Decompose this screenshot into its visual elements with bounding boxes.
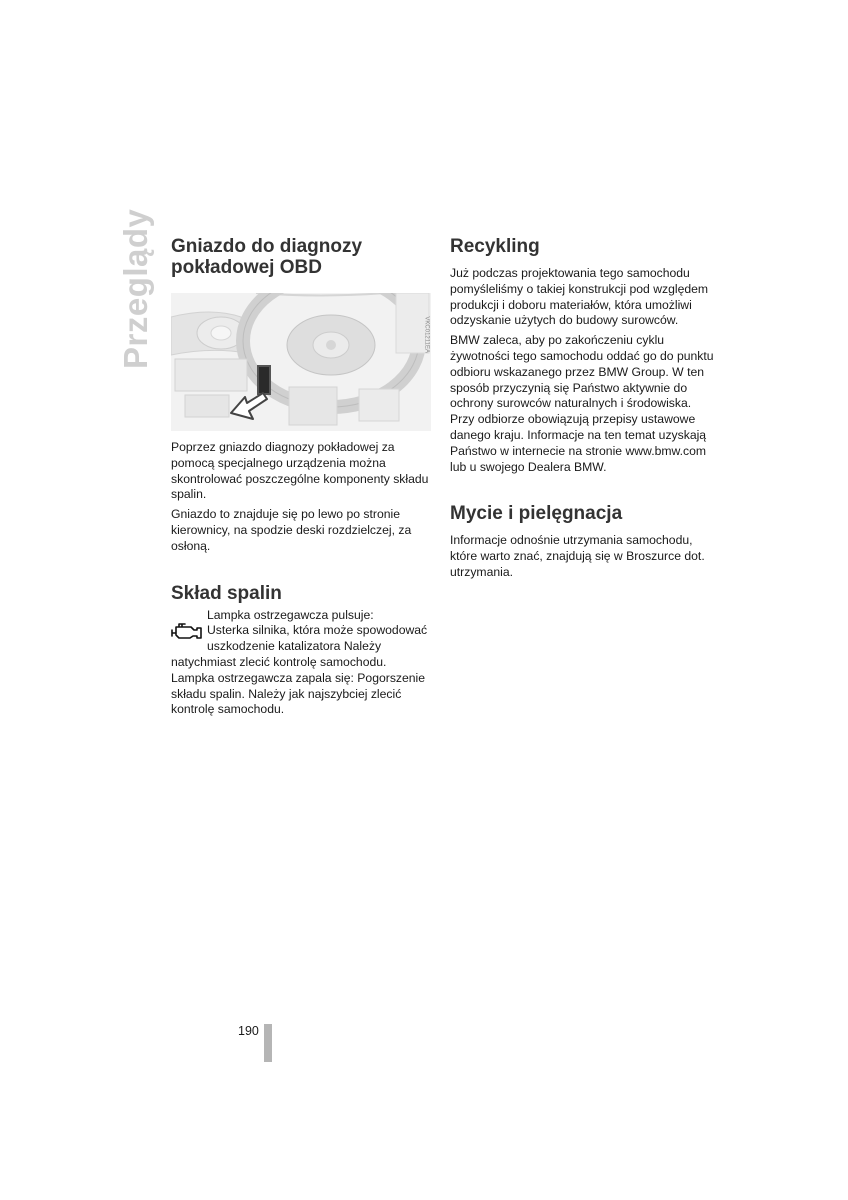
obd-paragraph-1: Poprzez gniazdo diagnozy pokładowej za pomocą specjalnego urządzenia można skontrolować poszczególne komponenty składu spalin. bbox=[171, 440, 429, 502]
check-engine-icon bbox=[171, 622, 205, 640]
warning-line-1: Lampka ostrzegawcza pulsuje: bbox=[207, 607, 374, 622]
obd-socket-illustration bbox=[171, 293, 431, 431]
recycling-paragraph-1: Już podczas projektowania tego samochodu pomyśleliśmy o takiej konstrukcji pod względem produkcji i doboru materiałów, która umożliwi odzyskanie użytych do budowy surowców. bbox=[450, 266, 709, 328]
warning-line-2: Usterka silnika, która może spowodować uszkodzenie katalizatora Należy bbox=[207, 623, 428, 654]
warning-notice bbox=[171, 608, 433, 719]
left-column bbox=[171, 236, 433, 718]
obd-paragraph-2: Gniazdo to znajduje się po lewo po stronie kierownicy, na spodzie deski rozdzielczej, za osłoną. bbox=[171, 507, 412, 553]
obd-heading: Gniazdo do diagnozy pokładowej OBD bbox=[171, 236, 363, 278]
recycling-heading: Recykling bbox=[450, 236, 540, 257]
dashboard-illustration bbox=[171, 293, 431, 431]
emissions-heading: Skład spalin bbox=[171, 582, 282, 604]
care-heading: Mycie i pielęgnacja bbox=[450, 503, 623, 525]
right-column bbox=[450, 236, 715, 581]
figure-code: VKC01211EA bbox=[424, 316, 430, 353]
warning-text-rest: natychmiast zlecić kontrolę samochodu. Lampka ostrzegawcza zapala się: Pogorszenie składu spalin. Należy jak najszybciej zlecić kontrolę samochodu. bbox=[171, 654, 426, 717]
recycling-paragraph-2: BMW zaleca, aby po zakończeniu cyklu żywotności tego samochodu oddać go do punktu odbioru wskazanego przez BMW Group. W ten sposób przyczynią się Państwo aktywnie do ochrony surowców naturalnych i środowiska. Przy odbiorze obowiązują przepisy ustawowe danego kraju. Informacje na ten temat uzyskają Państwo w internecie na stronie www.bmw.com lub u swojego Dealera BMW. bbox=[450, 333, 714, 474]
section-tab bbox=[113, 208, 159, 370]
page-number: 190 bbox=[238, 1024, 259, 1038]
care-paragraph: Informacje odnośnie utrzymania samochodu, które warto znać, znajdują się w Broszurce dot. utrzymania. bbox=[450, 533, 705, 579]
section-tab-label: Przeglądy bbox=[117, 208, 154, 369]
page-marker-bar bbox=[264, 1024, 272, 1062]
